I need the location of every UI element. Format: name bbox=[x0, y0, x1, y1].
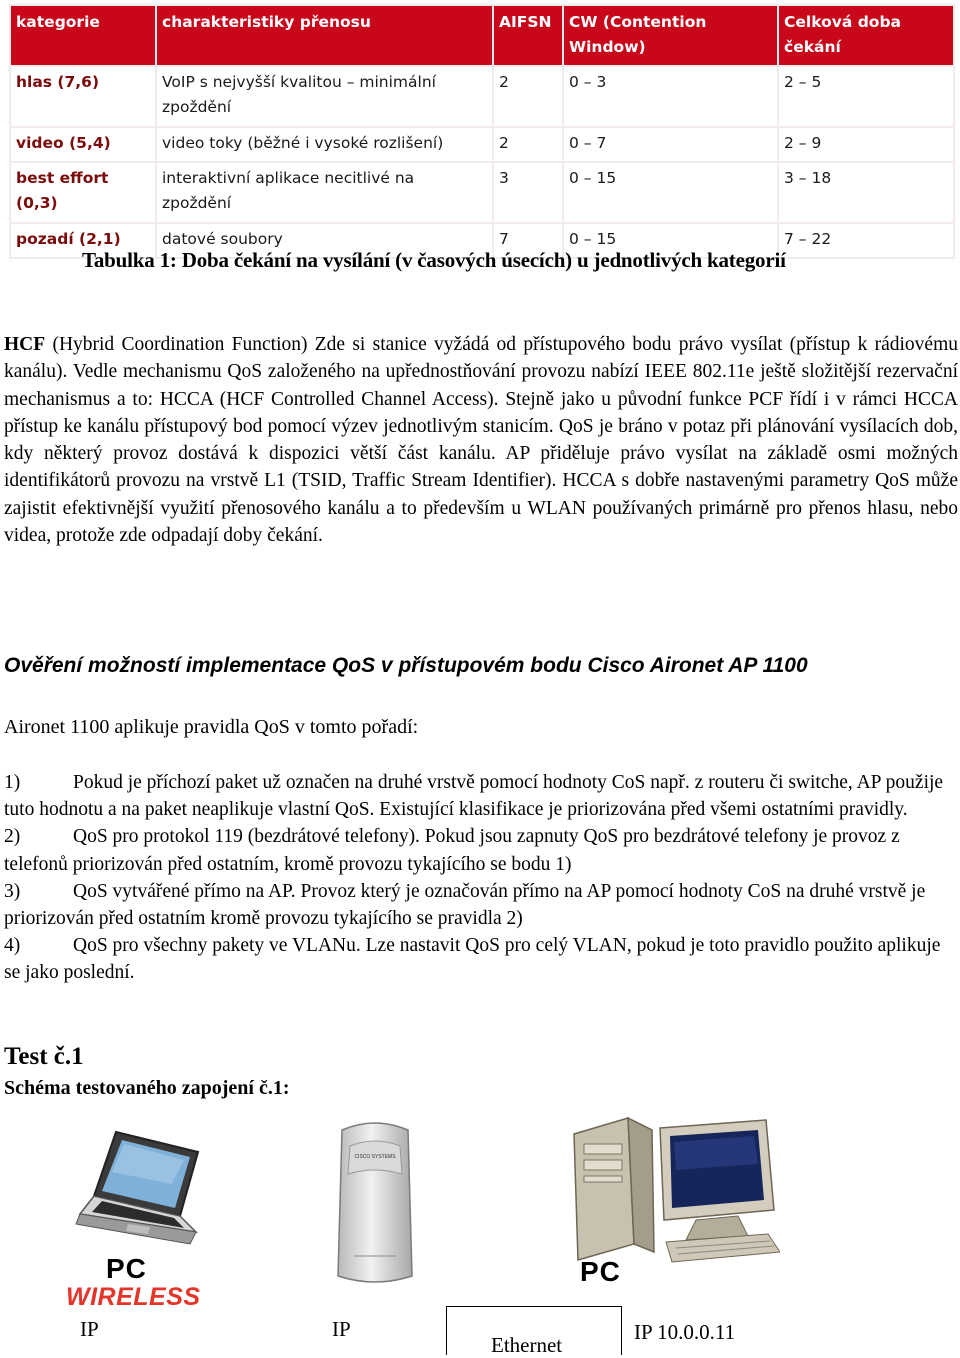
rule-text: QoS pro protokol 119 (bezdrátové telefony). Pokud jsou zapnuty QoS pro bezdrátové telefony je provoz z telefonů priorizován před ostatním, kromě provozu tykajícího se bodu 1) bbox=[4, 826, 900, 875]
cell-total: 2 – 9 bbox=[779, 128, 953, 161]
desktop-pc-icon bbox=[568, 1114, 780, 1264]
list-item bbox=[4, 769, 958, 823]
list-item bbox=[4, 823, 958, 877]
cell-characteristics: video toky (běžné i vysoké rozlišení) bbox=[157, 128, 492, 161]
cell-category: video (5,4) bbox=[11, 128, 155, 161]
ip-laptop-label: IP bbox=[80, 1317, 99, 1341]
header-characteristics: charakteristiky přenosu bbox=[157, 6, 492, 65]
cell-characteristics: datové soubory bbox=[157, 224, 492, 257]
cell-total: 7 – 22 bbox=[779, 224, 953, 257]
cell-total: 2 – 5 bbox=[779, 67, 953, 126]
cell-category: hlas (7,6) bbox=[11, 67, 155, 126]
qos-rules-list bbox=[4, 769, 958, 987]
table-row bbox=[11, 128, 953, 161]
cell-aifsn: 2 bbox=[494, 67, 562, 126]
cell-category: pozadí (2,1) bbox=[11, 224, 155, 257]
desktop-label: PC bbox=[580, 1256, 621, 1287]
qos-category-table bbox=[9, 4, 955, 259]
cell-cw: 0 – 7 bbox=[564, 128, 777, 161]
cell-characteristics: VoIP s nejvyšší kvalitou – minimální zpoždění bbox=[157, 67, 492, 126]
hcf-lead: HCF bbox=[4, 334, 46, 355]
ip-desktop-label: IP 10.0.0.11 bbox=[634, 1320, 736, 1344]
rule-number: 3) bbox=[4, 880, 21, 902]
rule-text: QoS pro všechny pakety ve VLANu. Lze nastavit QoS pro celý VLAN, pokud je toto pravidlo použito aplikuje se jako poslední. bbox=[4, 935, 941, 984]
cell-category: best effort (0,3) bbox=[11, 163, 155, 222]
table-row bbox=[11, 163, 953, 222]
header-category: kategorie bbox=[11, 6, 155, 65]
header-total-wait: Celková doba čekání bbox=[779, 6, 953, 65]
ethernet-label: Ethernet bbox=[491, 1333, 563, 1357]
header-cw: CW (Contention Window) bbox=[564, 6, 777, 65]
rule-text: QoS vytvářené přímo na AP. Provoz který je označován přímo na AP pomocí hodnoty CoS na druhé vrstvě je priorizován před ostatním kromě provozu tykajícího se pravidla 2) bbox=[4, 880, 926, 930]
list-item bbox=[4, 932, 958, 986]
test-title: Test č.1 bbox=[4, 1043, 84, 1070]
intro-suffix: : bbox=[412, 716, 419, 738]
rule-number: 2) bbox=[4, 826, 21, 848]
section-heading: Ověření možností implementace QoS v přístupovém bodu Cisco Aironet AP 1100 bbox=[4, 654, 808, 677]
laptop-sublabel: WIRELESS bbox=[66, 1283, 201, 1311]
cell-cw: 0 – 3 bbox=[564, 67, 777, 126]
cell-aifsn: 7 bbox=[494, 224, 562, 257]
schema-title: Schéma testovaného zapojení č.1: bbox=[4, 1077, 290, 1099]
laptop-label: PC bbox=[106, 1253, 147, 1284]
header-aifsn: AIFSN bbox=[494, 6, 562, 65]
intro-line bbox=[4, 716, 418, 739]
cell-aifsn: 3 bbox=[494, 163, 562, 222]
table-caption: Tabulka 1: Doba čekání na vysílání (v časových úsecích) u jednotlivých kategorií bbox=[82, 248, 786, 272]
ip-ap-label: IP bbox=[332, 1317, 351, 1341]
ap-brand-text: CISCO SYSTEMS bbox=[354, 1154, 396, 1160]
table-row bbox=[11, 67, 953, 126]
hcf-paragraph bbox=[4, 331, 958, 549]
intro-text: Aironet 1100 aplikuje pravidla QoS v tomto pořadí bbox=[4, 716, 413, 738]
rule-number: 4) bbox=[4, 935, 21, 957]
list-item bbox=[4, 878, 958, 932]
cell-aifsn: 2 bbox=[494, 128, 562, 161]
table-header-row bbox=[11, 6, 953, 65]
access-point-icon bbox=[332, 1116, 418, 1288]
rule-text: Pokud je příchozí paket už označen na druhé vrstvě pomocí hodnoty CoS např. z routeru či switche, AP použije tuto hodnotu a na paket neaplikuje vlastní QoS. Existující klasifikace je priorizována před všemi ostatními pravidly. bbox=[4, 772, 944, 821]
rule-number: 1) bbox=[4, 772, 21, 793]
cell-characteristics: interaktivní aplikace necitlivé na zpoždění bbox=[157, 163, 492, 222]
hcf-text: (Hybrid Coordination Function) Zde si stanice vyžádá od přístupového bodu právo vysílat (přístup k rádiovému kanálu). Vedle mechanismu QoS založeného na upřednostňování provozu nabízí IEEE 802.11e ještě složitější rezervační mechanismus a to: HCCA (HCF Controlled Channel Access). Stejně jako u původní funkce PCF řídí i v rámci HCCA přístup ke kanálu přístupový bod pomocí výzev jednotlivým stanicím. QoS je bráno v potaz při plánování vysílacích dob, kdy některý provoz dostává k dispozici větší část kanálu. AP přiděluje právo vysílat na základě osmi možných identifikátorů provozu na vrstvě L1 (TSID, Traffic Stream Identifier). HCCA s dobře nastavenými parametry QoS může zajistit efektivnější využití přenosového kanálu a to především u WLAN používaných primárně pro přenos hlasu, nebo videa, protože zde odpadají doby čekání. bbox=[4, 334, 958, 547]
cell-cw: 0 – 15 bbox=[564, 163, 777, 222]
cell-cw: 0 – 15 bbox=[564, 224, 777, 257]
cell-total: 3 – 18 bbox=[779, 163, 953, 222]
laptop-icon bbox=[72, 1128, 212, 1253]
